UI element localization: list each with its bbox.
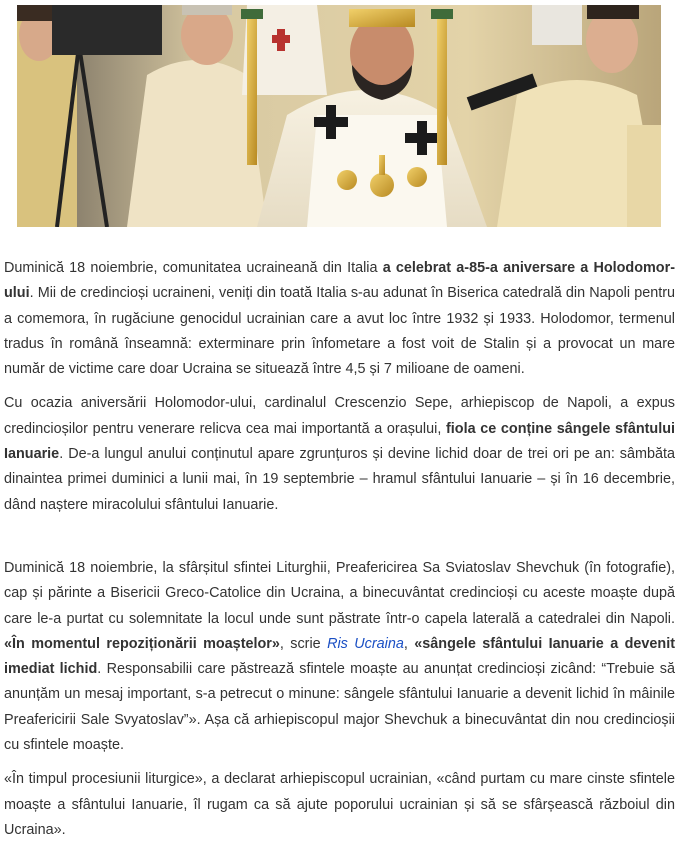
text-segment: . De-a lungul anului conținutul apare zgrunțuros și devine lichid doar de trei ori pe an: sâmbăta dinaintea primei duminici a lunii mai, în 19 septembrie – hramul sfântului Ianuarie – și în 16 decembrie, dând naștere miracolului sfântului Ianuarie.: [4, 446, 675, 513]
article-paragraph: [4, 767, 675, 843]
source-link[interactable]: Ris Ucraina: [327, 635, 404, 652]
article-photo: [17, 5, 661, 227]
bold-text: a celebrat a-85-a aniversare a Holodomor-ului: [4, 260, 675, 302]
text-segment: «În timpul procesiunii liturgice», a declarat arhiepiscopul ucrainian, «când purtam cu mare cinste sfintele moaște a sfântului Ianuarie, îl rugam ca să ajute poporului ucrainian și să se sfârșească războiul din Ucraina».: [4, 771, 675, 838]
text-segment: . Responsabilii care păstrează sfintele moaște au anunțat credincioși zicând: “Trebuie să anunțăm un mesaj important, s-a petrecut o minune: sângele sfântului Ianuarie a devenit lichid în mâinile Preafericirii Sale Svyatoslav”». Așa că arhiepiscopul major Shevchuk a binecuvântat din nou credincioșii cu sfintele moaște.: [4, 661, 675, 754]
article-paragraph: [4, 391, 675, 517]
article-paragraph: [4, 556, 675, 758]
photo-illustration: [17, 5, 661, 227]
article-body: [4, 256, 675, 852]
bold-text: fiola ce conține sângele sfântului Ianuarie: [4, 420, 675, 463]
text-segment: Duminică 18 noiembrie, la sfârșitul sfintei Liturghii, Preafericirea Sa Sviatoslav Shevchuk (în fotografie), cap și părinte a Bisericii Greco-Catolice din Ucraina, a binecuvântat credincioși cu aceste moaște după care le-a purtat cu solemnitate la locul unde sunt păstrate într-o capela laterală a catedralei din Napoli.: [4, 559, 675, 627]
text-segment: . Mii de credincioși ucraineni, veniți din toată Italia s-au adunat în Biserica catedrală din Napoli pentru a comemora, în rugăciune genocidul ucrainian care a avut loc între 1932 și 1933. Holodomor, termenul tradus în română înseamnă: exterminare prin înfometare a fost voit de Stalin și a provocat un mare număr de victime care doar Ucraina se situează între 4,5 și 7 milioane de oameni.: [4, 285, 675, 378]
text-segment: ,: [403, 635, 415, 652]
text-segment: Duminică 18 noiembrie, comunitatea ucraineană din Italia: [4, 260, 383, 276]
bold-text: «În momentul repoziționării moaștelor»: [4, 635, 280, 652]
bold-text: «sângele sfântului Ianuarie a devenit imediat lichid: [4, 635, 675, 678]
text-segment: , scrie: [279, 635, 328, 652]
article-paragraph: [4, 256, 675, 382]
text-segment: Cu ocazia aniversării Holomodor-ului, cardinalul Crescenzio Sepe, arhiepiscop de Napoli, a expus credincioșilor pentru venerare relicva cea mai importantă a orașului,: [4, 395, 675, 437]
